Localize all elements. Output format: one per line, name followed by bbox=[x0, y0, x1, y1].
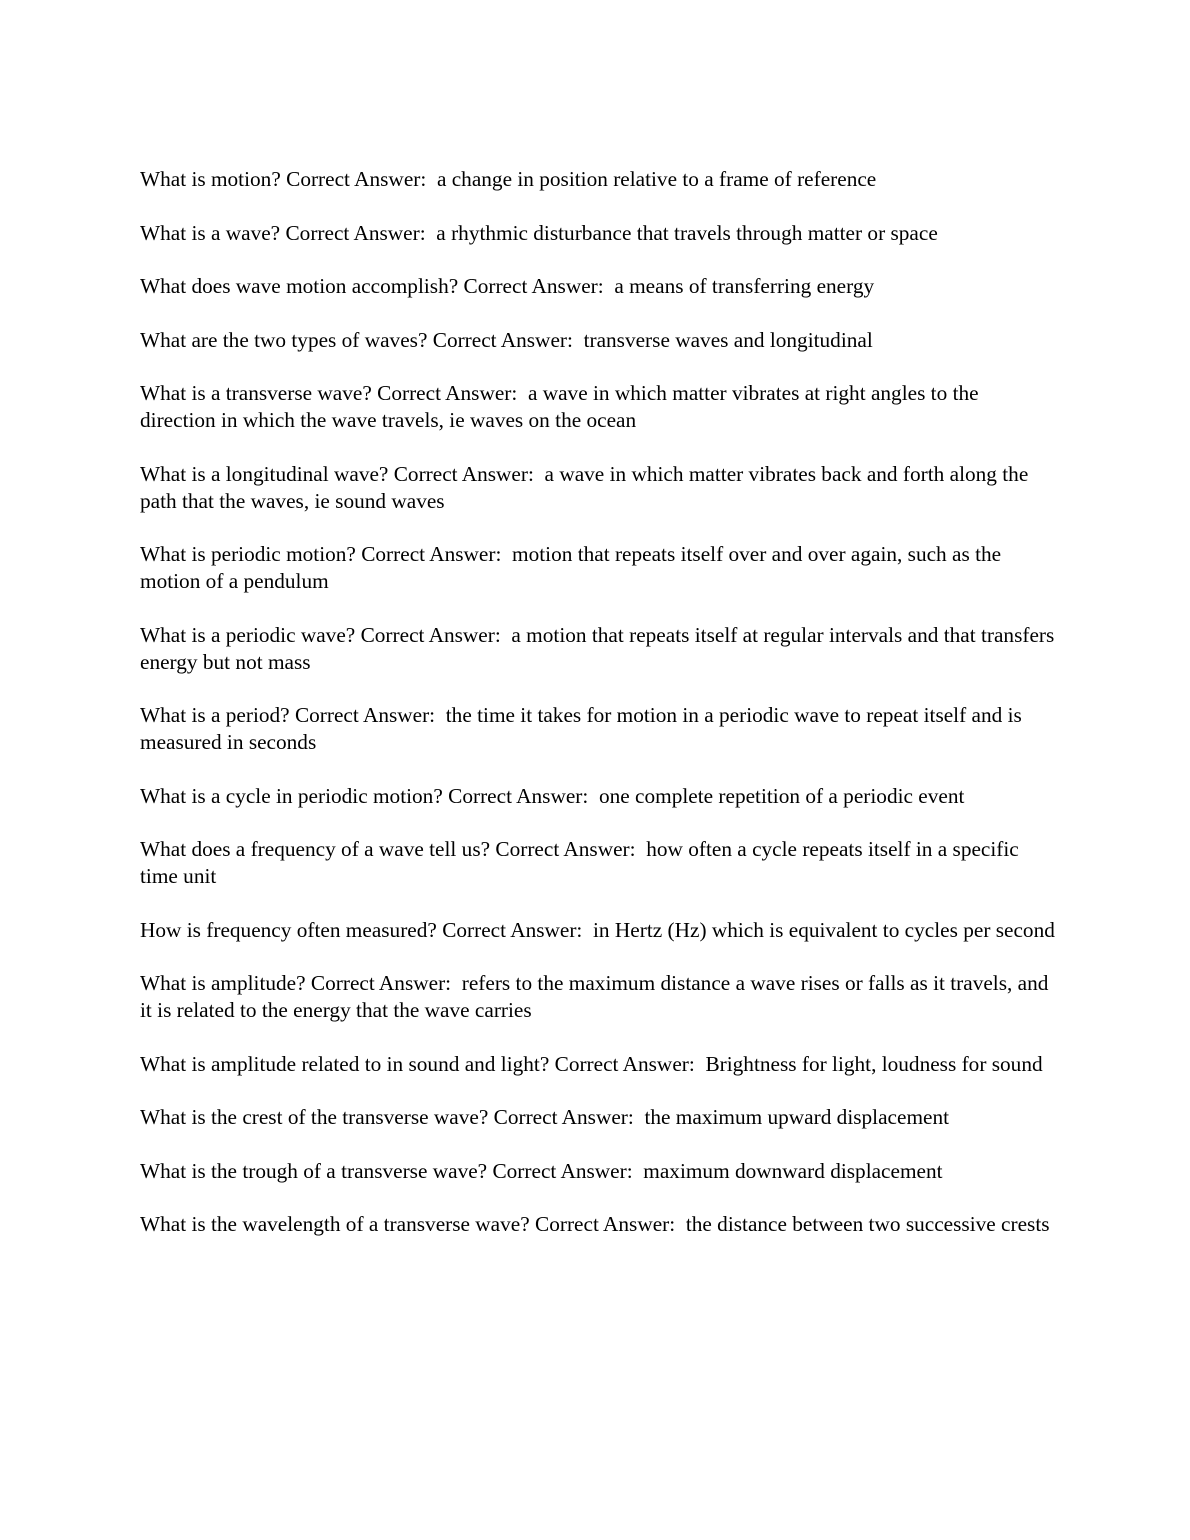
answer-text: transverse waves and longitudinal bbox=[583, 327, 873, 352]
answer-text: how often a cycle repeats itself in a specific time unit bbox=[140, 837, 1025, 888]
qa-item bbox=[140, 1104, 1055, 1131]
question-text: What is motion? bbox=[140, 167, 281, 191]
qa-item bbox=[140, 1158, 1055, 1185]
answer-text: a motion that repeats itself at regular intervals and that transfers energy but not mass bbox=[140, 622, 1060, 674]
answer-text: a means of transferring energy bbox=[614, 274, 875, 298]
answer-text: refers to the maximum distance a wave rises or falls as it travels, and it is related to the energy that the wave carries bbox=[140, 971, 1054, 1022]
question-text: What is the crest of the transverse wave? bbox=[140, 1105, 489, 1129]
question-text: What is amplitude related to in sound and light? bbox=[140, 1051, 550, 1076]
question-text: What is a longitudinal wave? bbox=[140, 461, 389, 486]
answer-label: Correct Answer: bbox=[463, 274, 604, 298]
answer-text: in Hertz (Hz) which is equivalent to cycles per second bbox=[593, 917, 1055, 942]
qa-item bbox=[140, 1211, 1055, 1238]
answer-text: maximum downward displacement bbox=[643, 1158, 943, 1183]
qa-item bbox=[140, 220, 1055, 247]
answer-label: Correct Answer: bbox=[360, 622, 501, 647]
qa-item bbox=[140, 327, 1055, 354]
answer-label: Correct Answer: bbox=[448, 783, 589, 808]
question-text: What is a transverse wave? bbox=[140, 381, 372, 405]
question-text: What is a period? bbox=[140, 703, 290, 727]
question-text: What is a periodic wave? bbox=[140, 622, 356, 647]
answer-text: Brightness for light, loudness for sound bbox=[705, 1051, 1043, 1076]
question-text: What is the trough of a transverse wave? bbox=[140, 1158, 488, 1183]
answer-label: Correct Answer: bbox=[294, 703, 436, 727]
answer-text: a change in position relative to a frame of reference bbox=[436, 167, 877, 191]
answer-text: the time it takes for motion in a periodic wave to repeat itself and is measured in seconds bbox=[140, 703, 1028, 754]
answer-label: Correct Answer: bbox=[554, 1051, 695, 1076]
answer-label: Correct Answer: bbox=[535, 1212, 676, 1236]
question-text: What does wave motion accomplish? bbox=[140, 274, 459, 298]
qa-item bbox=[140, 541, 1055, 595]
qa-item bbox=[140, 166, 1055, 193]
question-text: What is a cycle in periodic motion? bbox=[140, 783, 443, 808]
qa-item bbox=[140, 461, 1055, 515]
answer-label: Correct Answer: bbox=[432, 327, 573, 352]
qa-item bbox=[140, 836, 1055, 890]
answer-label: Correct Answer: bbox=[393, 461, 534, 486]
answer-label: Correct Answer: bbox=[285, 220, 426, 245]
answer-label: Correct Answer: bbox=[286, 167, 427, 191]
answer-text: one complete repetition of a periodic event bbox=[598, 783, 965, 808]
qa-item bbox=[140, 273, 1055, 300]
qa-list bbox=[140, 166, 1060, 1265]
answer-text: a wave in which matter vibrates at right angles to the direction in which the wave travels, ie waves on the ocean bbox=[140, 381, 984, 432]
question-text: What are the two types of waves? bbox=[140, 327, 428, 352]
qa-item bbox=[140, 917, 1055, 944]
answer-text: a wave in which matter vibrates back and forth along the path that the waves, ie sound waves bbox=[140, 461, 1034, 513]
answer-label: Correct Answer: bbox=[492, 1158, 633, 1183]
answer-text: the maximum upward displacement bbox=[644, 1105, 950, 1129]
qa-item bbox=[140, 702, 1055, 756]
question-text: How is frequency often measured? bbox=[140, 917, 437, 942]
question-text: What is a wave? bbox=[140, 220, 281, 245]
answer-text: the distance between two successive crests bbox=[685, 1212, 1050, 1236]
answer-label: Correct Answer: bbox=[442, 917, 583, 942]
answer-text: motion that repeats itself over and over again, such as the motion of a pendulum bbox=[140, 542, 1007, 593]
qa-item bbox=[140, 783, 1055, 810]
question-text: What is periodic motion? bbox=[140, 542, 356, 566]
qa-item bbox=[140, 622, 1060, 676]
answer-text: a rhythmic disturbance that travels through matter or space bbox=[436, 220, 938, 245]
answer-label: Correct Answer: bbox=[377, 381, 518, 405]
answer-label: Correct Answer: bbox=[361, 542, 502, 566]
answer-label: Correct Answer: bbox=[310, 971, 452, 995]
question-text: What is amplitude? bbox=[140, 971, 306, 995]
qa-item bbox=[140, 380, 1055, 434]
question-text: What is the wavelength of a transverse wave? bbox=[140, 1212, 530, 1236]
question-text: What does a frequency of a wave tell us? bbox=[140, 837, 491, 861]
answer-label: Correct Answer: bbox=[495, 837, 636, 861]
answer-label: Correct Answer: bbox=[493, 1105, 634, 1129]
qa-item bbox=[140, 970, 1055, 1024]
qa-item bbox=[140, 1051, 1055, 1078]
